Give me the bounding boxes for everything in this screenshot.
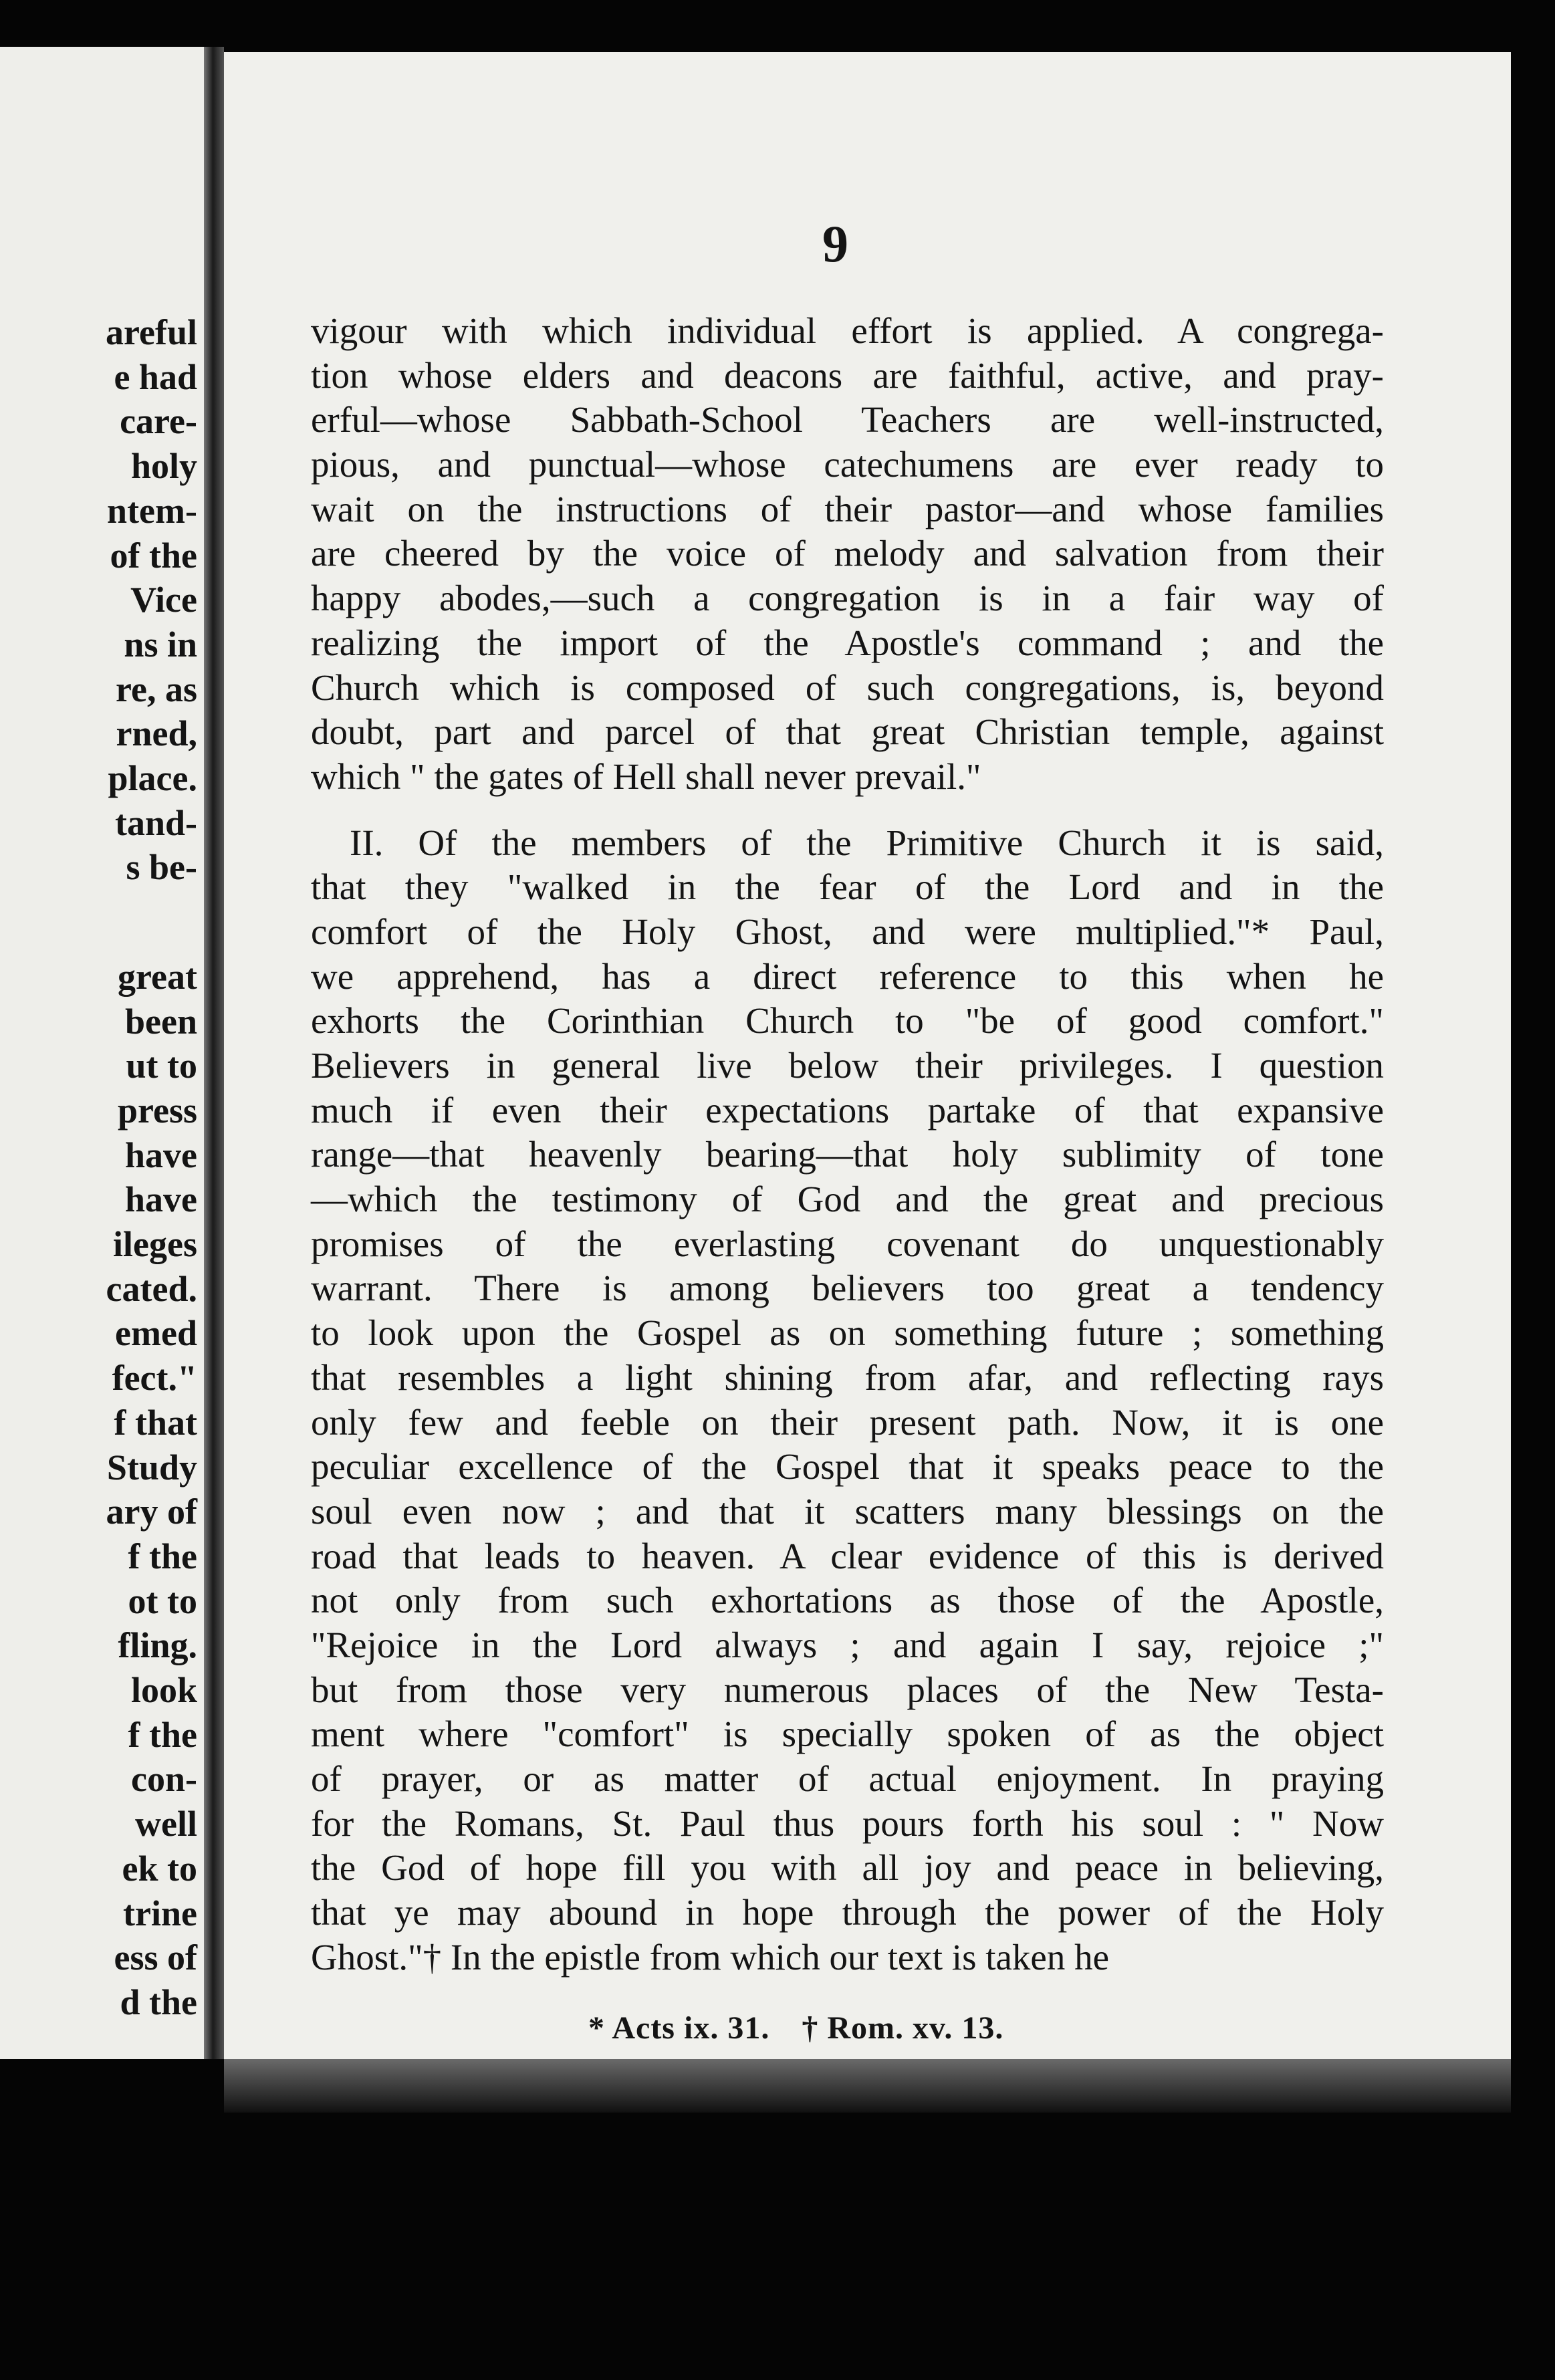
left-page-edge: [0, 47, 204, 2059]
text-line: erful—whose Sabbath-School Teachers are well-instructed,: [311, 399, 1384, 441]
text-line: of prayer, or as matter of actual enjoyment. In praying: [311, 1758, 1384, 1799]
text-line: much if even their expectations partake of that expansive: [311, 1089, 1384, 1130]
text-line: II. Of the members of the Primitive Church it is said,: [350, 822, 1384, 863]
text-line: pious, and punctual—whose catechumens are ever ready to: [311, 444, 1384, 485]
paragraph-2: [311, 821, 1384, 1980]
left-page-fragment: f that: [114, 1402, 197, 1443]
left-page-fragment: ek to: [122, 1848, 197, 1889]
page-bottom-shadow: [224, 2059, 1511, 2113]
left-page-fragment: great: [118, 956, 197, 997]
left-page-fragment: fect.": [112, 1358, 197, 1399]
left-page-fragment: trine: [123, 1893, 197, 1933]
left-page-fragment: ntem-: [107, 490, 197, 531]
text-line: happy abodes,—such a congregation is in a fair way of: [311, 578, 1384, 619]
left-page-fragment: Vice: [130, 580, 197, 620]
text-line: for the Romans, St. Paul thus pours forth his soul : " Now: [311, 1802, 1384, 1844]
left-page-fragment: ileges: [113, 1224, 197, 1264]
text-line: comfort of the Holy Ghost, and were multiplied."* Paul,: [311, 911, 1384, 952]
text-line: not only from such exhortations as those of the Apostle,: [311, 1580, 1384, 1621]
text-line: are cheered by the voice of melody and salvation from their: [311, 533, 1384, 574]
text-line: vigour with which individual effort is applied. A congrega-: [311, 310, 1384, 351]
left-page-fragment: f the: [128, 1714, 197, 1755]
left-page-fragment: tand-: [114, 802, 197, 843]
text-line: only few and feeble on their present path. Now, it is one: [311, 1401, 1384, 1443]
left-page-fragment: ns in: [124, 624, 197, 665]
text-line: Believers in general live below their privileges. I question: [311, 1045, 1384, 1086]
left-page-fragment: of the: [110, 535, 197, 576]
text-line: that resembles a light shining from afar, and reflecting rays: [311, 1356, 1384, 1398]
left-page-fragment: d the: [120, 1982, 197, 2022]
text-line: wait on the instructions of their pastor—and whose families: [311, 488, 1384, 529]
text-line: soul even now ; and that it scatters many blessings on the: [311, 1490, 1384, 1532]
text-line: Ghost."† In the epistle from which our text is taken he: [311, 1936, 1109, 1978]
left-page-fragment: f the: [128, 1536, 197, 1576]
footnote-2: † Rom. xv. 13.: [802, 2010, 1004, 2046]
left-page-fragment: place.: [108, 758, 197, 798]
left-page-fragment: re, as: [116, 669, 197, 709]
text-line: but from those very numerous places of the New Testa-: [311, 1669, 1384, 1710]
left-page-fragment: areful: [106, 312, 197, 352]
footnotes: [588, 2010, 1003, 2046]
text-line: Church which is composed of such congregations, is, beyond: [311, 667, 1384, 708]
left-page-fragment: press: [117, 1090, 197, 1130]
paragraph-gap: [311, 800, 1384, 821]
text-line: —which the testimony of God and the great and precious: [311, 1179, 1384, 1220]
body-text: [311, 309, 1384, 1980]
text-line: that they "walked in the fear of the Lord and in the: [311, 866, 1384, 908]
left-page-fragment: fling.: [118, 1625, 197, 1666]
text-line: "Rejoice in the Lord always ; and again I say, rejoice ;": [311, 1624, 1384, 1665]
left-page-fragment: con-: [131, 1759, 197, 1800]
text-line: exhorts the Corinthian Church to "be of good comfort.": [311, 1000, 1384, 1042]
text-line: peculiar excellence of the Gospel that it speaks peace to the: [311, 1446, 1384, 1488]
text-line: tion whose elders and deacons are faithful, active, and pray-: [311, 354, 1384, 396]
page-number: 9: [822, 215, 848, 273]
left-page-fragment: Study: [106, 1447, 197, 1488]
left-page-fragment: have: [125, 1179, 197, 1220]
text-line: that ye may abound in hope through the power of the Holy: [311, 1892, 1384, 1933]
text-line: range—that heavenly bearing—that holy sublimity of tone: [311, 1134, 1384, 1175]
text-line: which " the gates of Hell shall never prevail.": [311, 755, 981, 797]
left-page-fragment: s be-: [126, 847, 197, 888]
text-line: doubt, part and parcel of that great Christian temple, against: [311, 711, 1384, 753]
text-line: realizing the import of the Apostle's command ; and the: [311, 622, 1384, 663]
left-page-fragment: rned,: [116, 713, 197, 754]
text-line: ment where "comfort" is specially spoken of as the object: [311, 1713, 1384, 1755]
left-page-fragment: ess of: [114, 1937, 197, 1978]
left-page-fragment: e had: [114, 356, 197, 397]
left-page-fragment: care-: [120, 401, 197, 442]
left-page-fragment: ut to: [126, 1046, 197, 1086]
text-line: warrant. There is among believers too great a tendency: [311, 1268, 1384, 1309]
left-page-fragment: look: [130, 1670, 197, 1710]
text-line: road that leads to heaven. A clear evidence of this is derived: [311, 1535, 1384, 1576]
left-page-fragment: ary of: [106, 1492, 197, 1532]
text-line: the God of hope fill you with all joy and peace in believing,: [311, 1847, 1384, 1889]
footnote-1: * Acts ix. 31.: [588, 2010, 770, 2046]
left-page-fragment: been: [125, 1001, 197, 1042]
left-page-fragment: well: [135, 1804, 197, 1844]
paragraph-1: [311, 309, 1384, 800]
text-line: to look upon the Gospel as on something future ; something: [311, 1312, 1384, 1354]
left-page-fragment: holy: [130, 446, 197, 487]
left-page-fragment: cated.: [106, 1268, 197, 1309]
book-gutter: [204, 47, 224, 2059]
text-line: promises of the everlasting covenant do unquestionably: [311, 1223, 1384, 1264]
text-line: we apprehend, has a direct reference to this when he: [311, 955, 1384, 997]
left-page-fragment: have: [125, 1135, 197, 1175]
left-page-fragment: ot to: [128, 1580, 197, 1621]
left-page-fragment: emed: [115, 1313, 197, 1354]
